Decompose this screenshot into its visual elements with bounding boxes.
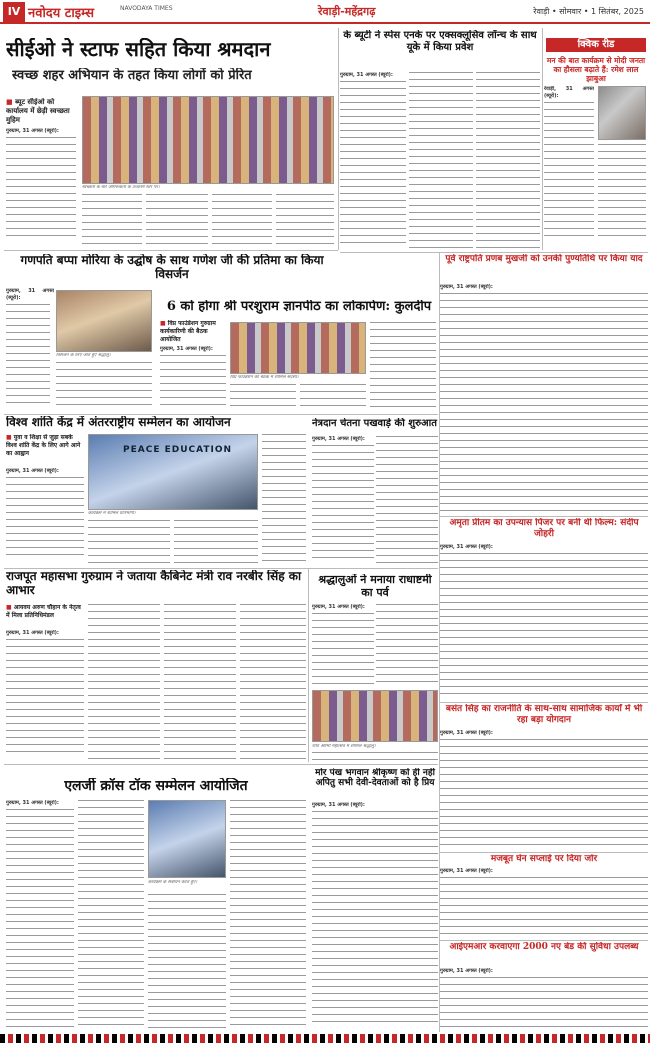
alergy-col1: [6, 800, 74, 1030]
brand-name: नवोदय टाइम्स: [28, 6, 95, 21]
lead-text-lines: [6, 137, 76, 237]
radha-photo: [312, 690, 438, 742]
lead-dateline: गुरुग्राम, 31 अगस्त (ब्यूरो):: [6, 128, 59, 134]
vertical-divider: [308, 568, 309, 762]
brand-tag: NAVODAYA TIMES: [120, 5, 173, 12]
bullet-marker: ■: [160, 320, 168, 327]
parshuram-bullet: [160, 320, 226, 344]
parshuram-lines: [160, 355, 226, 409]
quick-read-1-lines: [544, 102, 594, 236]
amrita-body: [440, 544, 648, 700]
alergy-col4: [230, 800, 306, 1030]
alergy-col2: [78, 800, 144, 1030]
alergy-lines: [6, 809, 74, 1027]
pranab-body: [440, 284, 648, 514]
lead-subheadline: स्वच्छ शहर अभियान के तहत किया लोगों को प्रेरित: [12, 68, 252, 83]
radha-dateline: गुरुग्राम, 31 अगस्त (ब्यूरो):: [312, 604, 365, 610]
parshuram-photo: [230, 322, 366, 374]
pranab-dateline: गुरुग्राम, 31 अगस्त (ब्यूरो):: [440, 284, 493, 290]
shanti-bullet-text: युवा व शिक्षा से जुड़ा सबके विश्व शांति केंद्र के लिए आगे आने का आह्वान: [6, 434, 81, 457]
lead-text-col5: [276, 194, 334, 244]
divider: [4, 764, 438, 765]
radha-headline: श्रद्धालुओं ने मनाया राधाष्टमी का पर्व: [318, 574, 432, 599]
parshuram-headline: 6 को होगा श्री परशुराम ज्ञानपीठ का लोकार्पण: कुलदीप: [166, 300, 432, 314]
lead-bullet-text: ब्यूट सीईओ को कार्यालय में छेड़ी स्वच्छता मुहिम: [6, 98, 70, 124]
chain-body: [440, 868, 648, 938]
masthead: [0, 0, 650, 24]
chain-headline: मजबूत घेन सप्लाई पर दिया जोर: [490, 854, 598, 864]
divider: [4, 250, 338, 251]
ganesh-photo: [56, 290, 152, 352]
radha-lines: [312, 613, 374, 685]
rajput-dateline: गुरुग्राम, 31 अगस्त (ब्यूरो):: [6, 630, 59, 636]
shanti-lines: [6, 477, 84, 561]
rajput-bullet: [6, 604, 84, 620]
alergy-caption: कार्यक्रम के संबोधन करते हुए।: [148, 880, 198, 885]
netra-col1: [312, 436, 374, 566]
quick-read-title-1: मन की बात कार्यक्रम से मोदी जनता का हौसला बढ़ाते हैं: रमेश लाल झाबुआ: [546, 56, 646, 83]
mor-body: [312, 802, 438, 1030]
basant-headline: बसंत सिंह का राजनीति के साथ-साथ सामाजिक कार्यों में भी रहा बड़ा योगदान: [445, 704, 643, 725]
amrita-lines: [440, 553, 648, 697]
mor-lines: [312, 811, 438, 1027]
quick-read-1-col2: [598, 144, 646, 236]
netra-lines: [312, 445, 374, 563]
parshuram-dateline: गुरुग्राम, 31 अगस्त (ब्यूरो):: [160, 346, 213, 352]
lead-text-col4: [212, 194, 272, 244]
rajput-col3: [164, 604, 236, 760]
parshuram-col1: [160, 346, 226, 412]
beds-headline: आईएमआर करवाएगा 2000 नए बेड की सुविधा उपलब्ध: [449, 942, 639, 952]
shanti-col1: [6, 468, 84, 564]
rajput-col2: [88, 604, 160, 760]
lead-text-col2: [82, 194, 142, 244]
netra-col2: [376, 436, 438, 566]
divider: [4, 414, 438, 415]
quick-read-1-portrait: [598, 86, 646, 140]
radha-col2: [376, 604, 438, 688]
basant-lines: [440, 739, 648, 847]
netra-dateline: गुरुग्राम, 31 अगस्त (ब्यूरो):: [312, 436, 365, 442]
quick-read-1-col1: [544, 86, 594, 236]
alergy-photo: [148, 800, 226, 878]
bullet-marker: ■: [6, 434, 14, 441]
ganesh-dateline: गुरुग्राम, 31 अगस्त (ब्यूरो):: [6, 288, 54, 301]
vertical-divider: [542, 28, 543, 250]
chain-lines: [440, 877, 648, 935]
rajput-headline: राजपूत महासभा गुरुग्राम ने जताया कैबिनेट मंत्री राव नरबीर सिंह का आभार: [6, 570, 302, 597]
alergy-col3: [148, 894, 226, 1030]
lead-bullet: [6, 98, 78, 125]
ganesh-caption: विसर्जन के लिए जाते हुए श्रद्धालु।: [56, 353, 111, 358]
radha-col1: [312, 604, 374, 688]
parshuram-text-col3: [300, 384, 366, 412]
divider: [440, 852, 648, 853]
lead-photo: [82, 96, 334, 184]
shanti-bullet: [6, 434, 84, 458]
radha-spacer7: [240, 626, 241, 627]
shanti-text-col4: [262, 434, 306, 566]
bullet-marker: ■: [6, 604, 14, 611]
issue-date: रेवाड़ी • सोमवार • 1 सितंबर, 2025: [533, 7, 644, 16]
radha-caption: राधा अष्टमी महोत्सव में शामिल श्रद्धालु।: [312, 744, 376, 749]
rajput-col1: [6, 630, 84, 760]
shanti-headline: विश्व शांति केंद्र में अंतरराष्ट्रीय सम्मेलन का आयोजन: [6, 416, 231, 429]
beauty-col1: [340, 72, 406, 250]
peace-banner-text: PEACE EDUCATION: [123, 445, 233, 455]
beauty-col2: [409, 72, 473, 248]
alergy-headline: एलर्जी क्रॉस टॉक सम्मेलन आयोजित: [64, 778, 248, 794]
beds-body: [440, 968, 648, 1030]
parshuram-caption: विप्र फाउंडेशन की बैठक में शामिल सदस्य।: [230, 375, 299, 380]
beauty-headline: के ब्यूटी ने स्पेस एनके पर एक्सक्लूसिव लॉन्च के साथ यूके में किया प्रवेश: [343, 30, 537, 53]
radha-tail: [312, 752, 438, 762]
lead-photo-caption: स्वच्छता के बारे जागरूकता के उच्चतम स्तर पर।: [82, 185, 160, 190]
quick-read-1-dateline: रेवाड़ी, 31 अगस्त (ब्यूरो):: [544, 86, 594, 99]
vertical-divider: [338, 28, 339, 250]
shanti-text-col2: [88, 520, 170, 566]
page-number: IV: [3, 2, 25, 22]
vertical-divider: [439, 252, 440, 1032]
beauty-col3: [476, 72, 540, 248]
bullet-marker: ■: [6, 98, 16, 106]
city-name: रेवाड़ी-महेंद्रगढ़: [318, 5, 376, 18]
beds-lines: [440, 977, 648, 1027]
chain-dateline: गुरुग्राम, 31 अगस्त (ब्यूरो):: [440, 868, 493, 874]
beds-dateline: गुरुग्राम, 31 अगस्त (ब्यूरो):: [440, 968, 493, 974]
lead-text-col3: [146, 194, 208, 244]
rajput-col4: [240, 604, 306, 760]
ganesh-text-col2: [56, 362, 152, 410]
lead-headline: सीईओ ने स्टाफ सहित किया श्रमदान: [6, 38, 271, 61]
parshuram-bullet-text: विप्र फाउंडेशन गुरुग्राम कार्यकारिणी की बैठक आयोजित: [160, 320, 216, 343]
lead-body-col1: [6, 128, 76, 240]
alergy-dateline: गुरुग्राम, 31 अगस्त (ब्यूरो):: [6, 800, 59, 806]
parshuram-text-col2: [230, 384, 296, 412]
pranab-headline: पूर्व राष्ट्रपति प्रणब मुखर्जी को उनकी पुण्यतिथि पर किया याद: [445, 254, 643, 264]
shanti-text-col3: [174, 520, 258, 566]
shanti-photo: [88, 434, 258, 510]
rajput-lines: [6, 639, 84, 757]
amrita-dateline: गुरुग्राम, 31 अगस्त (ब्यूरो):: [440, 544, 493, 550]
netra-headline: नेत्रदान चेतना पखवाड़े की शुरुआत: [312, 418, 437, 429]
basant-body: [440, 730, 648, 850]
mor-headline: मोर पंख भगवान श्रीकृष्ण को ही नहीं अपितु सभी देवी-देवताओं को है प्रिय: [315, 768, 435, 789]
print-color-bar: [0, 1034, 650, 1043]
rajput-bullet-text: आयवय अरुण चौहान के नेतृत्व में मिला प्रतिनिधिमंडल: [6, 604, 81, 619]
shanti-caption: कार्यक्रम में शामिल प्रतिभागी।: [88, 511, 136, 516]
basant-dateline: गुरुग्राम, 31 अगस्त (ब्यूरो):: [440, 730, 493, 736]
divider: [440, 702, 648, 703]
beauty-text-lines: [340, 81, 406, 247]
quick-read-header: क्विक रीड: [546, 38, 646, 52]
beauty-dateline: गुरुग्राम, 31 अगस्त (ब्यूरो):: [340, 72, 393, 78]
pranab-lines: [440, 293, 648, 511]
parshuram-text-col4: [370, 322, 436, 412]
amrita-headline: अमृता प्रीतम का उपन्यास पिंजर पर बनी थी फिल्म: संदीप जोहरी: [449, 518, 639, 539]
ganesh-text-col1: [6, 304, 50, 404]
ganesh-headline: गणपति बप्पा मोरिया के उद्घोष के साथ गणेश जी की प्रतिमा का किया विसर्जन: [20, 254, 324, 281]
divider: [4, 568, 438, 569]
divider: [340, 252, 648, 253]
shanti-dateline: गुरुग्राम, 31 अगस्त (ब्यूरो):: [6, 468, 59, 474]
divider: [440, 940, 648, 941]
mor-dateline: गुरुग्राम, 31 अगस्त (ब्यूरो):: [312, 802, 365, 808]
divider: [440, 516, 648, 517]
